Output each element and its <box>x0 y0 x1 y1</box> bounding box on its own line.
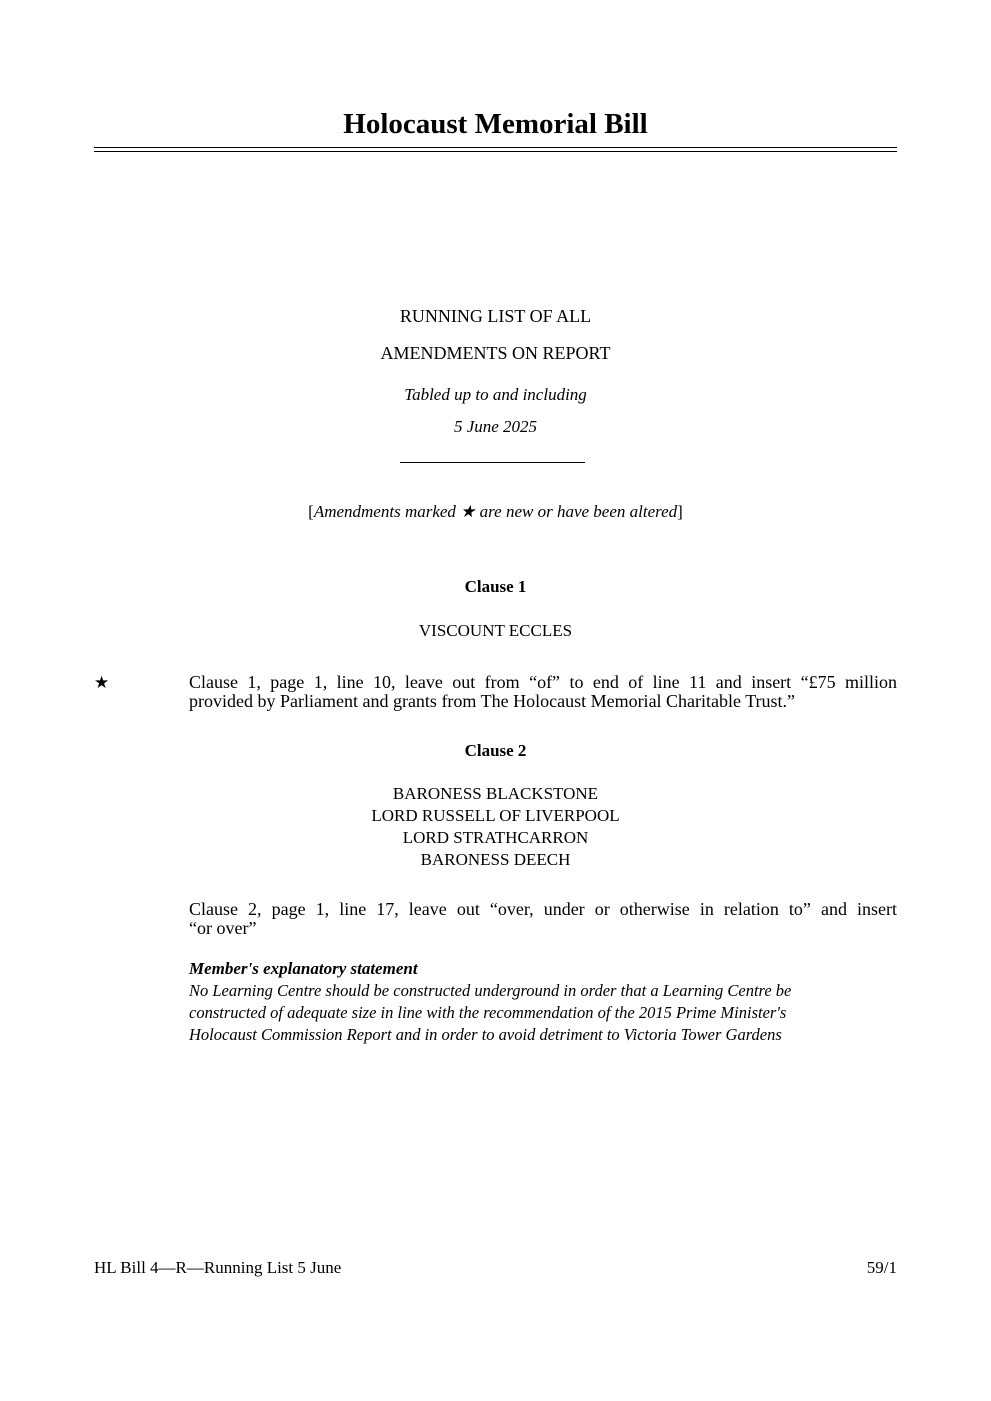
amendment-line: “or over” <box>189 918 257 938</box>
amendment-line: provided by Parliament and grants from The Holocaust Memorial Charitable Trust.” <box>189 691 796 711</box>
member-name: BARONESS BLACKSTONE <box>392 784 599 803</box>
footer-bill-reference: HL Bill 4—R—Running List 5 June <box>94 1258 342 1277</box>
member-name: BARONESS DEECH <box>420 850 571 869</box>
clause-1-amendment <box>189 673 897 711</box>
explanatory-statement <box>189 958 897 1046</box>
clause-1-member: VISCOUNT ECCLES <box>418 621 573 640</box>
clause-2-amendment <box>189 900 897 938</box>
amendment-line: Clause 1, page 1, line 10, leave out from “of” to end of line 11 and insert “£75 million <box>189 672 897 692</box>
explanatory-line: constructed of adequate size in line with the recommendation of the 2015 Prime Minister's <box>189 1003 787 1022</box>
clause-1-heading: Clause 1 <box>464 577 527 596</box>
clause-2-heading: Clause 2 <box>464 741 527 760</box>
title-rule-bottom <box>94 151 897 152</box>
member-name: LORD RUSSELL OF LIVERPOOL <box>371 806 620 825</box>
note-text: Amendments marked ★ are new or have been altered <box>313 502 678 521</box>
divider <box>400 462 585 463</box>
amendment-note <box>0 501 991 523</box>
note-open-bracket: [ <box>308 502 314 521</box>
new-amendment-star-icon: ★ <box>94 673 110 692</box>
explanatory-line: Holocaust Commission Report and in order to avoid detriment to Victoria Tower Gardens <box>189 1025 782 1044</box>
bill-title: Holocaust Memorial Bill <box>343 108 648 140</box>
clause-2-members <box>0 783 991 871</box>
title-rule-top <box>94 147 897 148</box>
heading-line-2: AMENDMENTS ON REPORT <box>380 343 611 363</box>
footer-page-number: 59/1 <box>866 1258 897 1277</box>
amendment-line: Clause 2, page 1, line 17, leave out “over, under or otherwise in relation to” and insert <box>189 899 897 919</box>
heading-line-1: RUNNING LIST OF ALL <box>399 306 592 326</box>
tabled-line-1: Tabled up to and including <box>404 385 587 404</box>
note-close-bracket: ] <box>677 502 683 521</box>
explanatory-heading: Member's explanatory statement <box>189 959 418 978</box>
explanatory-line: No Learning Centre should be constructed underground in order that a Learning Centre be <box>189 981 792 1000</box>
tabled-date: 5 June 2025 <box>453 417 538 436</box>
member-name: LORD STRATHCARRON <box>402 828 589 847</box>
